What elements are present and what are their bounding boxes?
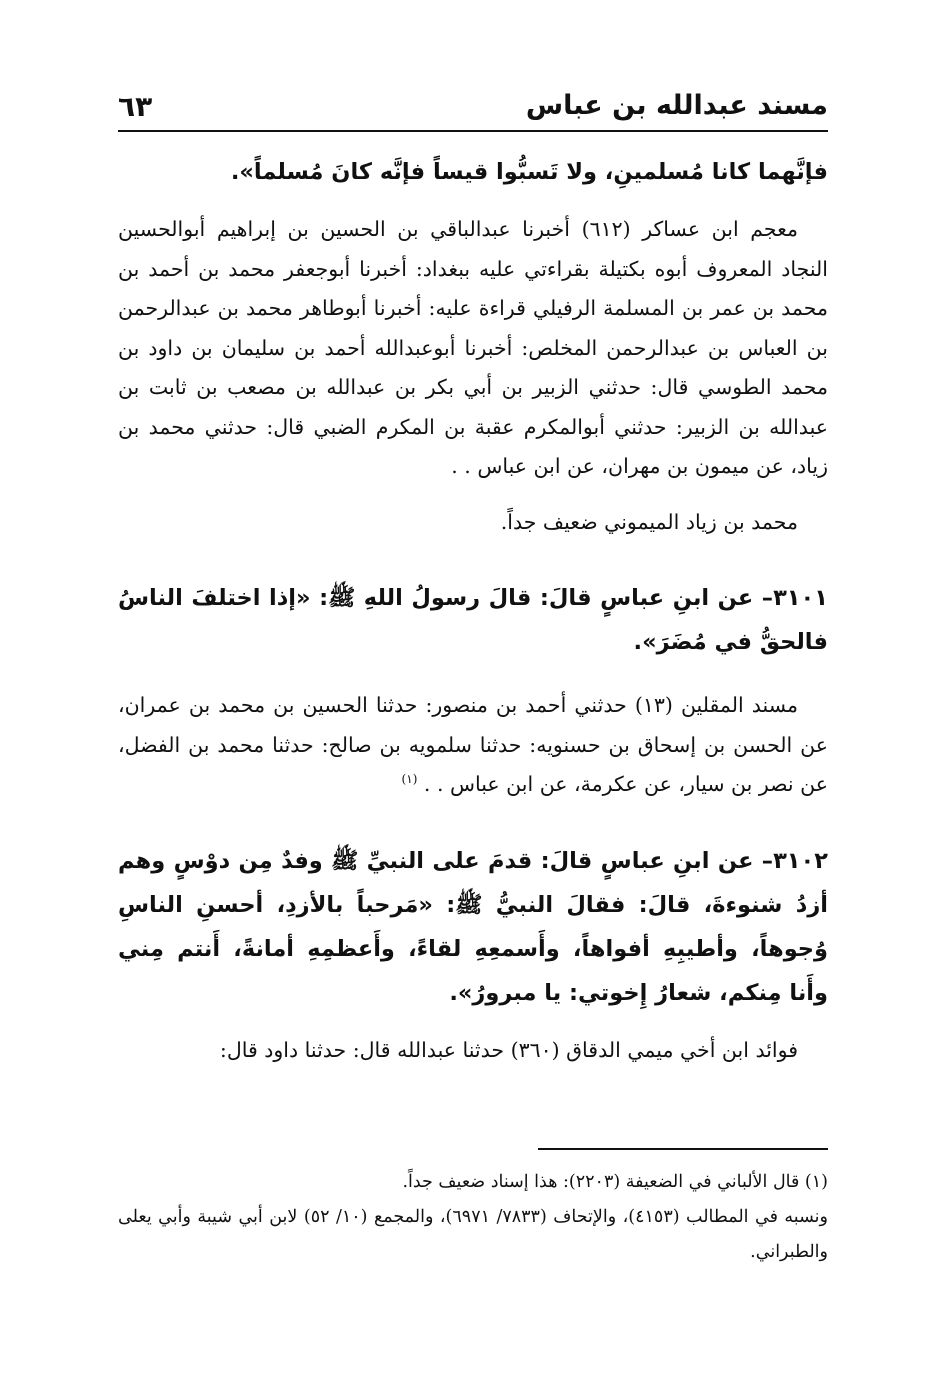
footnote-separator (538, 1148, 828, 1150)
narrator-grading: محمد بن زياد الميموني ضعيف جداً. (500, 509, 798, 534)
footnotes (118, 1165, 828, 1270)
hadith-3102: ٣١٠٢– عن ابنِ عباسٍ قالَ: قدمَ على النبيِّ ﷺ وفدٌ مِن دوْسٍ وهم أزدُ شنوءةَ، قالَ: فقالَ النبيُّ ﷺ: «مَرحباً بالأزدِ، أحسنِ الناسِ وُجوهاً، وأطيبِهِ أفواهاً، وأَسمعِهِ لقاءً، وأَعظمِهِ أمانةً، أَنتم مِني وأَنا مِنكم، شعارُ إِخوتي: يا مبرورُ». (118, 847, 828, 1006)
footnote-marker: (١) (401, 772, 418, 787)
source-citation-text: مسند المقلين (١٣) حدثني أحمد بن منصور: حدثنا الحسين بن محمد بن عمران، عن الحسن بن إسحاق بن حسنويه: حدثنا سلمويه بن صالح: حدثنا محمد بن الفضل، عن نصر بن سيار، عن عكرمة، عن ابن عباس . . (118, 693, 828, 796)
page-number: ٦٣ (118, 90, 153, 123)
running-header (118, 86, 828, 132)
hadith-3101: ٣١٠١– عن ابنِ عباسٍ قالَ: قالَ رسولُ اللهِ ﷺ: «إذا اختلفَ الناسُ فالحقُّ في مُضَرَ». (118, 585, 828, 655)
footnote-1: (١) قال الألباني في الضعيفة (٢٢٠٣): هذا إسناد ضعيف جداً. (402, 1172, 828, 1192)
hadith-continuation: فإنَّهما كانا مُسلمينِ، ولا تَسبُّوا قيساً فإنَّه كانَ مُسلماً». (230, 159, 828, 185)
book-page (118, 0, 828, 1378)
main-text (118, 150, 828, 1070)
footnote-1-continuation: ونسبه في المطالب (٤١٥٣)، والإتحاف (٧٨٣٣/ ٦٩٧١)، والمجمع (١٠/ ٥٢) لابن أبي شيبة وأبي يعلى والطبراني. (118, 1207, 828, 1262)
source-citation-ibn-asakir: معجم ابن عساكر (٦١٢) أخبرنا عبدالباقي بن الحسين بن إبراهيم أبوالحسين النجاد المعروف أبوه بكتيلة بقراءتي عليه ببغداد: أخبرنا أبوجعفر محمد بن أحمد بن محمد بن عمر بن المسلمة الرفيلي قراءة عليه: أخبرنا أبوطاهر محمد بن عبدالرحمن بن العباس بن عبدالرحمن المخلص: أخبرنا أبوعبدالله أحمد بن سليمان بن داود بن محمد الطوسي قال: حدثني الزبير بن أبي بكر بن عبدالله بن مصعب بن ثابت بن عبدالله بن الزبير: حدثني أبوالمكرم عقبة بن المكرم الضبي قال: حدثني محمد بن زياد، عن ميمون بن مهران، عن ابن عباس . . (118, 217, 828, 478)
header-title: مسند عبدالله بن عباس (525, 90, 828, 121)
source-citation-musnad-al-muqillin (118, 686, 828, 805)
source-citation-fawaid: فوائد ابن أخي ميمي الدقاق (٣٦٠) حدثنا عبدالله قال: حدثنا داود قال: (219, 1037, 798, 1062)
